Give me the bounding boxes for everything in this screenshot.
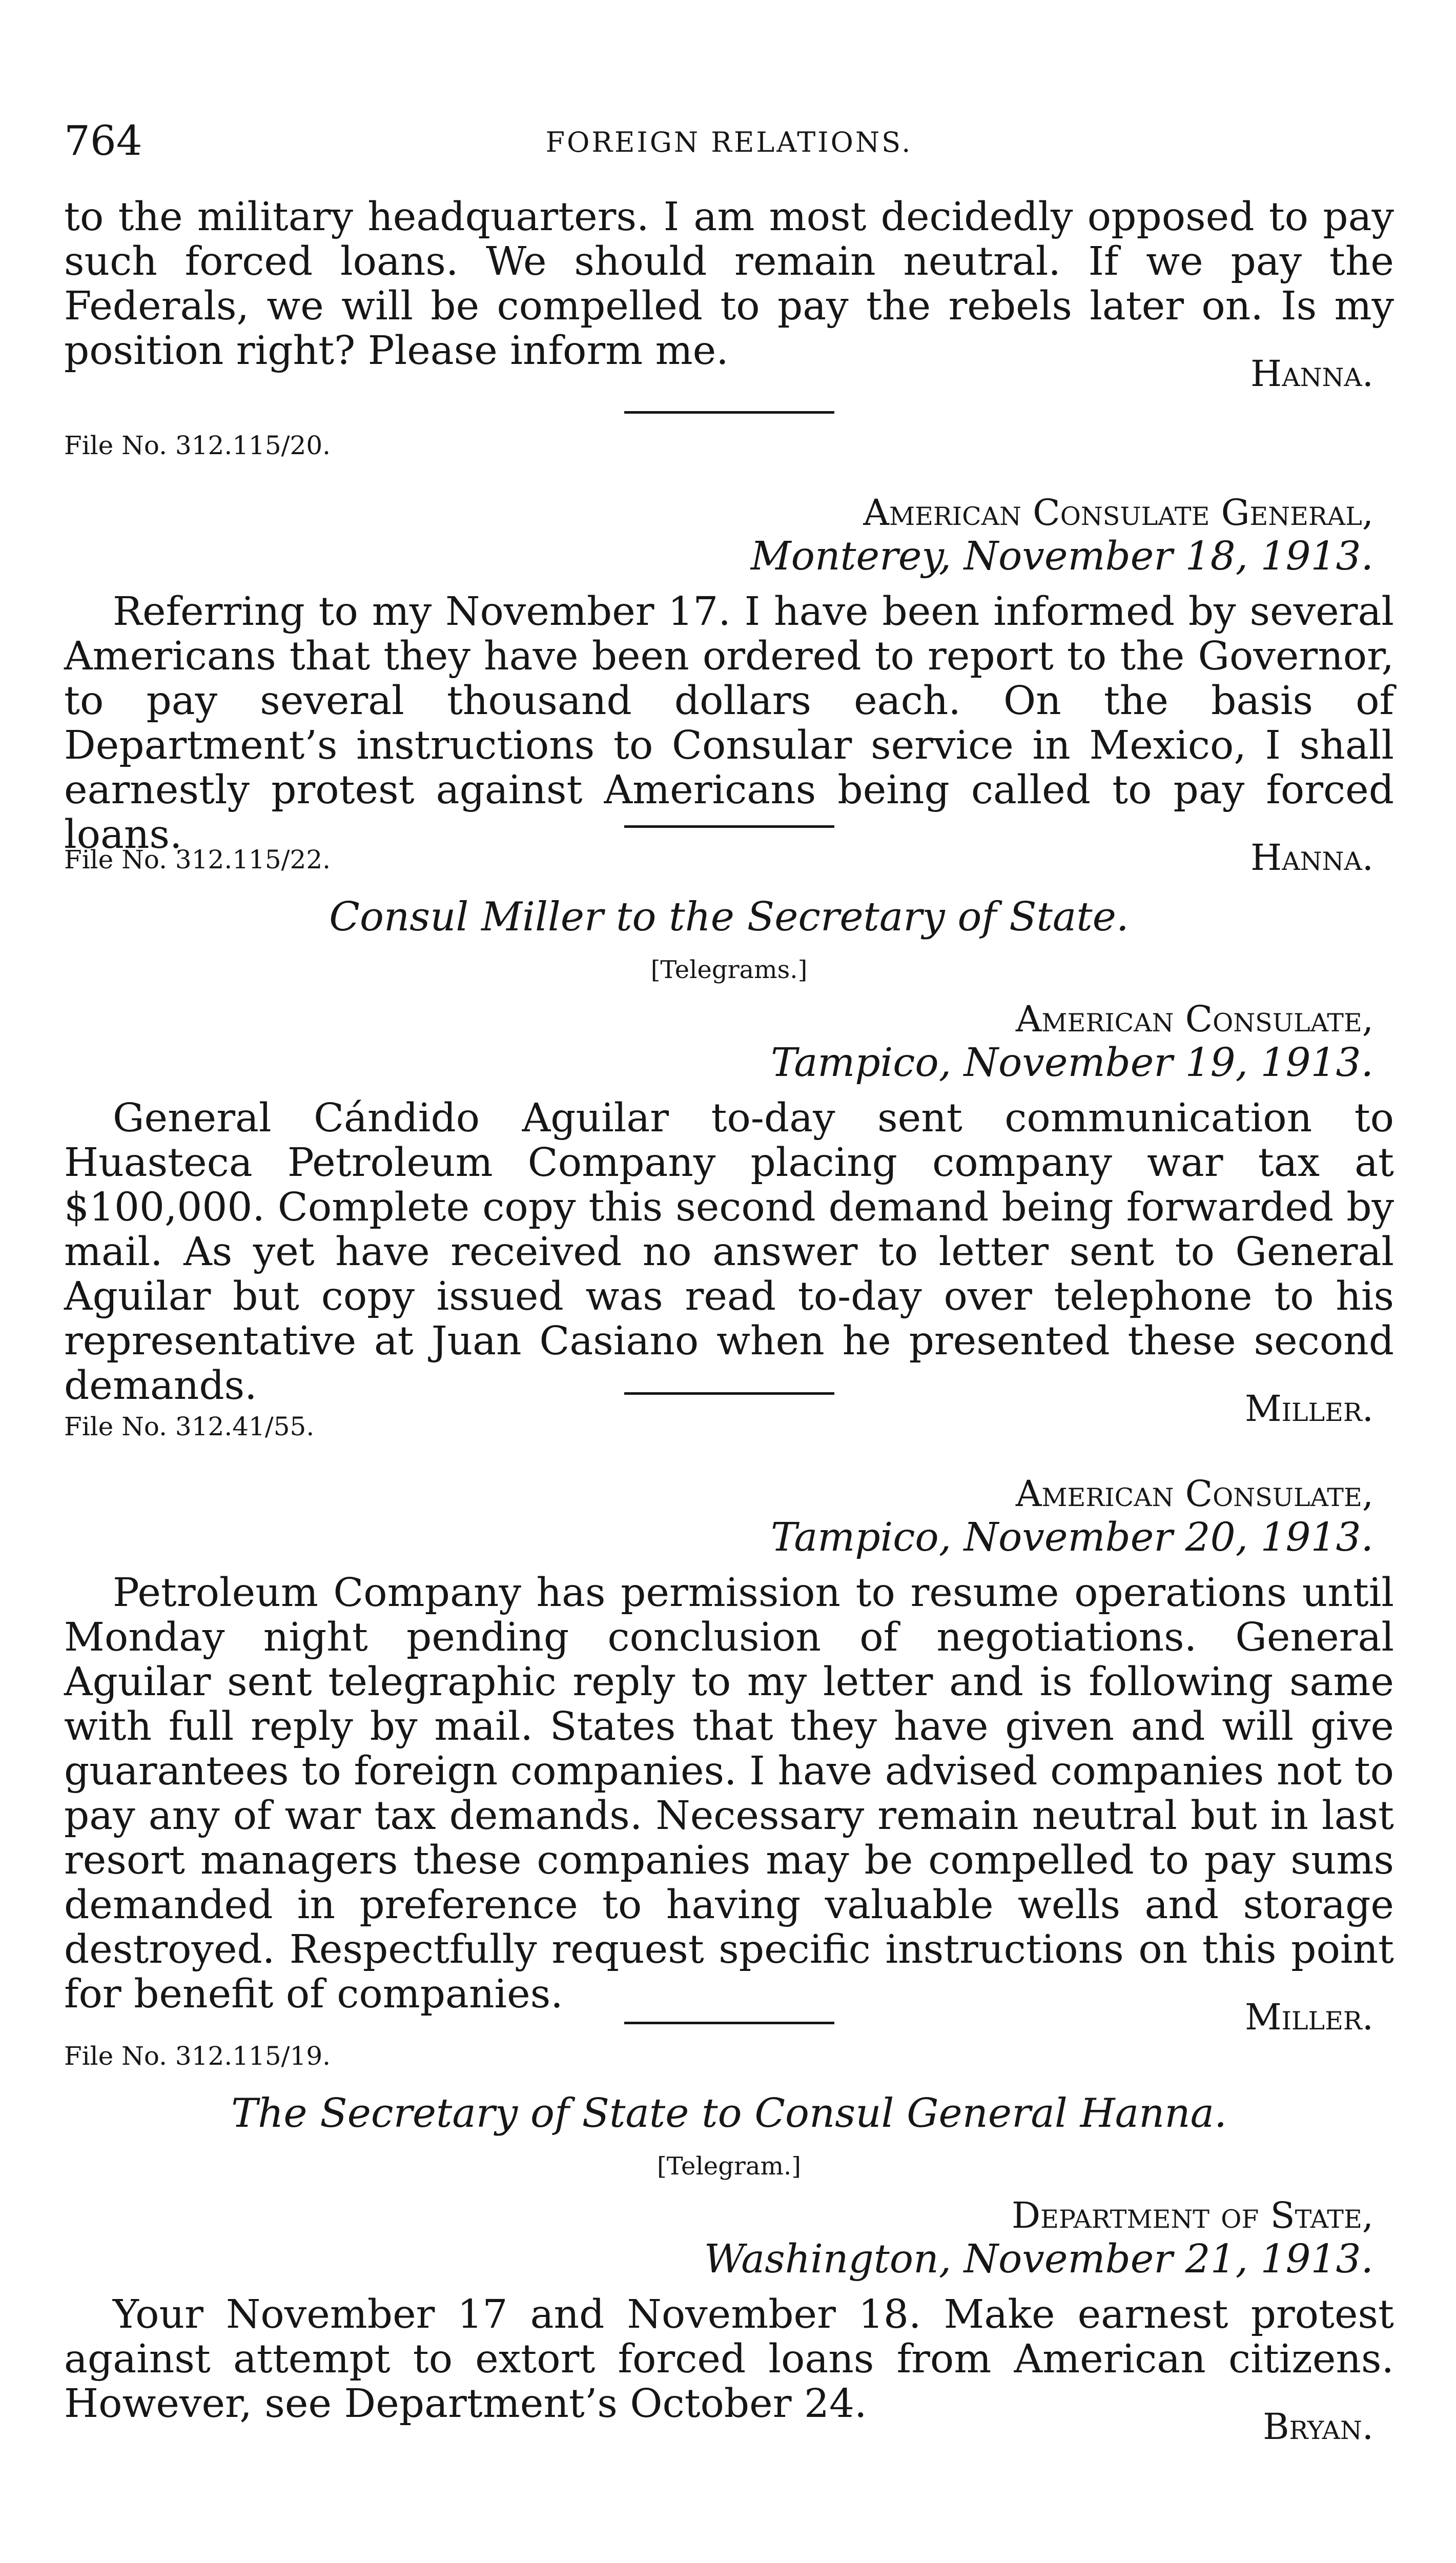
file-number: File No. 312.41/55. — [64, 1412, 315, 1441]
document-2 — [64, 845, 1394, 1430]
opening-text: to the military headquarters. I am most decidedly opposed to pay such forced loans. We should remain neutral. If we pay the Federals, we will be compelled to pay the rebels later on. Is my position right? Please inform me. — [64, 194, 1394, 374]
separator — [64, 825, 1394, 828]
separator-rule — [624, 825, 834, 828]
place-date: Tampico, November 19, 1913. — [771, 1040, 1373, 1086]
office: American Consulate, — [1015, 1473, 1373, 1515]
message-body: Your November 17 and November 18. Make earnest protest against attempt to extort forced loans from American citizens. However, see Department’s October 24. — [64, 2292, 1394, 2427]
message-body: Petroleum Company has permission to resume operations until Monday night pending conclusion of negotiations. General Aguilar sent telegraphic reply to my letter and is following same with full reply by mail. States that they have given and will give guarantees to foreign companies. I have advised companies not to pay any of war tax demands. Necessary remain neutral but in last resort managers these companies may be compelled to pay sums demanded in preference to having valuable wells and storage destroyed. Respectfully request specific instructions on this point for benefit of companies. — [64, 1570, 1394, 2017]
separator — [64, 411, 1394, 414]
signature: Miller. — [1244, 1388, 1373, 1430]
running-head: FOREIGN RELATIONS. — [545, 126, 913, 158]
place-date: Monterey, November 18, 1913. — [750, 534, 1373, 579]
office: Department of State, — [1011, 2194, 1373, 2236]
file-number: File No. 312.115/19. — [64, 2041, 331, 2071]
place-date: Washington, November 21, 1913. — [704, 2236, 1373, 2282]
separator — [64, 1392, 1394, 1395]
document-1 — [64, 431, 1394, 879]
office: American Consulate General, — [863, 492, 1373, 534]
document-title: Consul Miller to the Secretary of State. — [329, 894, 1129, 940]
signature: Bryan. — [1263, 2406, 1373, 2448]
message-body: Referring to my November 17. I have been informed by several Americans that they have been ordered to report to the Governor, to pay several thousand dollars each. On the basis of Department’s instructions to Consular service in Mexico, I shall earnestly protest against Americans being called to pay forced loans. — [64, 589, 1394, 858]
place-date: Tampico, November 20, 1913. — [771, 1515, 1373, 1560]
document-note: [Telegrams.] — [650, 955, 808, 984]
office: American Consulate, — [1015, 998, 1373, 1040]
dateline — [64, 1472, 1373, 1559]
document-4 — [64, 2041, 1394, 2448]
message-body: General Cándido Aguilar to-day sent communication to Huasteca Petroleum Company placing company war tax at $100,000. Complete copy this second demand being forwarded by mail. As yet have received no answer to letter sent to General Aguilar but copy issued was read to-day over telephone to his representative at Juan Casiano when he presented these second demands. — [64, 1095, 1394, 1409]
separator-rule — [624, 1392, 834, 1395]
dateline — [64, 2194, 1373, 2281]
separator — [64, 2022, 1394, 2024]
signature: Hanna. — [1250, 353, 1373, 395]
page-number: 764 — [64, 117, 142, 165]
document-note: [Telegram.] — [657, 2152, 801, 2181]
page-header — [64, 117, 1394, 163]
separator-rule — [624, 411, 834, 414]
dateline — [64, 491, 1373, 578]
separator-rule — [624, 2022, 834, 2024]
signature: Hanna. — [1250, 837, 1373, 879]
opening-block — [64, 195, 1394, 395]
file-number: File No. 312.115/20. — [64, 431, 331, 460]
dateline — [64, 998, 1373, 1085]
document-3 — [64, 1412, 1394, 2038]
file-number: File No. 312.115/22. — [64, 845, 331, 874]
signature: Miller. — [1244, 1996, 1373, 2038]
document-title: The Secretary of State to Consul General Hanna. — [231, 2090, 1227, 2137]
